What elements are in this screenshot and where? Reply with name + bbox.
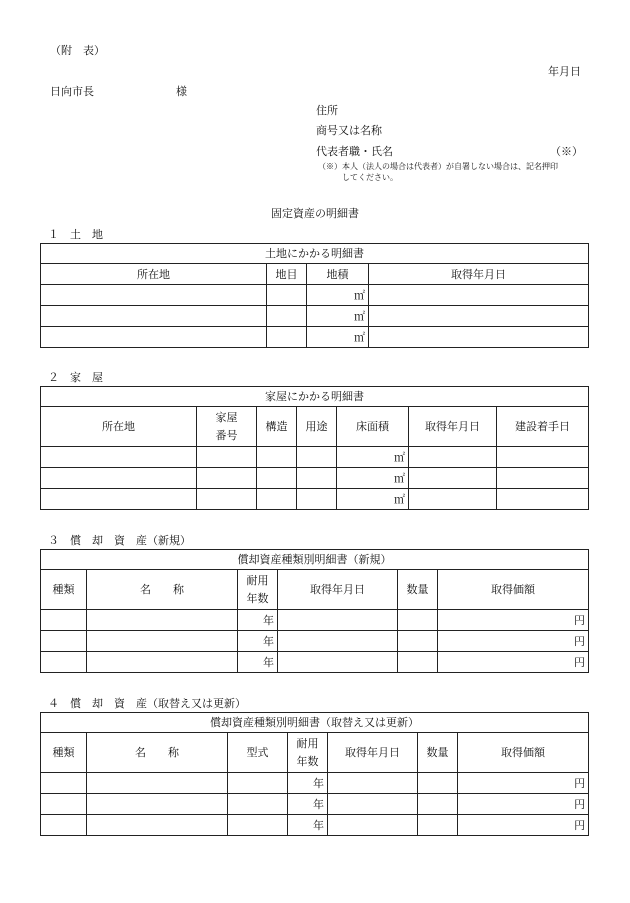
dr-cell[interactable]: [418, 815, 458, 836]
house-cell[interactable]: [497, 447, 589, 468]
year-unit: 年: [263, 634, 274, 648]
depreciable-replace-table: [40, 712, 589, 836]
house-cell-floor-area[interactable]: [337, 447, 409, 468]
dn-cell[interactable]: [398, 610, 438, 631]
dn-cell[interactable]: [398, 631, 438, 652]
house-cell[interactable]: [409, 468, 497, 489]
land-table: [40, 243, 589, 348]
dr-cell[interactable]: [228, 815, 288, 836]
year-unit: 年: [313, 776, 324, 790]
dn-header-life-l1: 耐用: [246, 573, 269, 587]
dr-cell-life[interactable]: [288, 794, 328, 815]
land-section-title: １ 土 地: [48, 228, 103, 241]
house-cell[interactable]: [41, 489, 197, 510]
land-cell-location[interactable]: [41, 306, 267, 327]
table-row: [41, 285, 589, 306]
house-cell-floor-area[interactable]: [337, 468, 409, 489]
house-header-number-l2: 番号: [215, 428, 238, 442]
table-row: [41, 610, 589, 631]
dr-header-life-l2: 年数: [296, 754, 319, 768]
house-header-structure: 構造: [257, 407, 297, 447]
house-cell[interactable]: [257, 468, 297, 489]
area-unit: ㎡: [394, 492, 405, 506]
land-cell-area[interactable]: [307, 285, 369, 306]
table-row: [41, 468, 589, 489]
house-header-floor-area: 床面積: [337, 407, 409, 447]
land-cell-category[interactable]: [267, 306, 307, 327]
trade-name-label: 商号又は名称: [316, 124, 382, 137]
dn-cell[interactable]: [278, 610, 398, 631]
house-table: [40, 386, 589, 510]
year-unit: 年: [263, 655, 274, 669]
dn-header-price: 取得価額: [438, 570, 589, 610]
land-header-category: 地目: [267, 264, 307, 285]
dr-cell-life[interactable]: [288, 773, 328, 794]
depreciable-replace-table-title: 償却資産種類別明細書（取替え又は更新）: [41, 713, 589, 733]
dn-cell-price[interactable]: [438, 610, 589, 631]
dn-header-life: [238, 570, 278, 610]
house-cell[interactable]: [297, 447, 337, 468]
dn-cell-price[interactable]: [438, 631, 589, 652]
dn-cell-life[interactable]: [238, 610, 278, 631]
dr-header-life: [288, 733, 328, 773]
land-cell-area[interactable]: [307, 327, 369, 348]
dr-cell[interactable]: [41, 815, 87, 836]
dr-header-price: 取得価額: [458, 733, 589, 773]
land-header-area: 地積: [307, 264, 369, 285]
depreciable-new-table-title: 償却資産種類別明細書（新規）: [41, 550, 589, 570]
house-cell[interactable]: [257, 447, 297, 468]
house-cell[interactable]: [497, 489, 589, 510]
house-cell[interactable]: [297, 468, 337, 489]
addressee: 日向市長: [50, 85, 94, 98]
annex-label: （附 表）: [50, 44, 105, 57]
year-unit: 年: [313, 818, 324, 832]
dn-cell[interactable]: [398, 652, 438, 673]
dr-cell-price[interactable]: [458, 815, 589, 836]
dn-header-life-l2: 年数: [246, 591, 269, 605]
area-unit: ㎡: [354, 288, 365, 302]
house-cell[interactable]: [297, 489, 337, 510]
honorific: 様: [176, 85, 187, 98]
house-cell-floor-area[interactable]: [337, 489, 409, 510]
table-row: [41, 631, 589, 652]
signature-note: [318, 161, 558, 183]
house-cell[interactable]: [197, 447, 257, 468]
dr-cell[interactable]: [41, 794, 87, 815]
dr-header-acquired: 取得年月日: [328, 733, 418, 773]
dr-cell[interactable]: [87, 794, 228, 815]
dr-cell[interactable]: [87, 773, 228, 794]
dr-cell[interactable]: [328, 773, 418, 794]
house-header-use: 用途: [297, 407, 337, 447]
year-unit: 年: [263, 613, 274, 627]
area-unit: ㎡: [354, 309, 365, 323]
area-unit: ㎡: [394, 471, 405, 485]
table-row: [41, 652, 589, 673]
table-row: [41, 773, 589, 794]
land-header-location: 所在地: [41, 264, 267, 285]
table-row: [41, 306, 589, 327]
yen-unit: 円: [574, 655, 586, 669]
table-row: [41, 794, 589, 815]
house-cell[interactable]: [409, 489, 497, 510]
dr-cell[interactable]: [418, 794, 458, 815]
dr-header-quantity: 数量: [418, 733, 458, 773]
yen-unit: 円: [574, 818, 586, 832]
document-title: 固定資産の明細書: [271, 207, 359, 220]
depreciable-new-section-title: ３ 償 却 資 産（新規）: [48, 534, 191, 547]
dn-cell[interactable]: [87, 652, 238, 673]
house-cell[interactable]: [41, 468, 197, 489]
signature-note-line2: してください。: [342, 173, 398, 182]
house-table-title: 家屋にかかる明細書: [41, 387, 589, 407]
dr-cell[interactable]: [228, 773, 288, 794]
dn-cell-life[interactable]: [238, 652, 278, 673]
dr-header-type: 種類: [41, 733, 87, 773]
yen-unit: 円: [574, 613, 586, 627]
dr-cell[interactable]: [87, 815, 228, 836]
house-header-number-l1: 家屋: [215, 410, 238, 424]
table-row: [41, 489, 589, 510]
area-unit: ㎡: [354, 330, 365, 344]
land-cell-category[interactable]: [267, 285, 307, 306]
dn-cell-price[interactable]: [438, 652, 589, 673]
dn-cell[interactable]: [87, 610, 238, 631]
dn-cell[interactable]: [278, 631, 398, 652]
dn-header-quantity: 数量: [398, 570, 438, 610]
date-label: 年月日: [548, 65, 581, 78]
representative-label: 代表者職・氏名: [316, 145, 393, 158]
house-header-acquired: 取得年月日: [409, 407, 497, 447]
land-cell-category[interactable]: [267, 327, 307, 348]
dr-cell-price[interactable]: [458, 794, 589, 815]
dn-header-name: 名 称: [87, 570, 238, 610]
signature-mark: （※）: [550, 145, 583, 158]
table-row: [41, 327, 589, 348]
dr-cell[interactable]: [228, 794, 288, 815]
land-table-title: 土地にかかる明細書: [41, 244, 589, 264]
land-header-acquired: 取得年月日: [369, 264, 589, 285]
dr-header-life-l1: 耐用: [296, 736, 319, 750]
land-cell-acquired[interactable]: [369, 285, 589, 306]
depreciable-replace-section-title: ４ 償 却 資 産（取替え又は更新）: [48, 697, 246, 710]
dr-header-model: 型式: [228, 733, 288, 773]
dn-cell[interactable]: [87, 631, 238, 652]
table-row: [41, 447, 589, 468]
house-cell[interactable]: [197, 468, 257, 489]
dn-cell-life[interactable]: [238, 631, 278, 652]
house-cell[interactable]: [497, 468, 589, 489]
house-header-number: [197, 407, 257, 447]
dn-cell[interactable]: [278, 652, 398, 673]
address-label: 住所: [316, 104, 338, 117]
dr-header-name: 名 称: [87, 733, 228, 773]
land-cell-acquired[interactable]: [369, 306, 589, 327]
house-header-location: 所在地: [41, 407, 197, 447]
dn-cell[interactable]: [41, 631, 87, 652]
house-cell[interactable]: [257, 489, 297, 510]
depreciable-new-table: [40, 549, 589, 673]
dn-cell[interactable]: [41, 610, 87, 631]
year-unit: 年: [313, 797, 324, 811]
dn-header-type: 種類: [41, 570, 87, 610]
dr-cell[interactable]: [328, 794, 418, 815]
dr-cell[interactable]: [418, 773, 458, 794]
area-unit: ㎡: [394, 450, 405, 464]
land-cell-acquired[interactable]: [369, 327, 589, 348]
dn-cell[interactable]: [41, 652, 87, 673]
table-row: [41, 815, 589, 836]
dr-cell-life[interactable]: [288, 815, 328, 836]
house-header-construction: 建設着手日: [497, 407, 589, 447]
land-cell-location[interactable]: [41, 285, 267, 306]
dr-cell[interactable]: [41, 773, 87, 794]
house-cell[interactable]: [409, 447, 497, 468]
yen-unit: 円: [574, 776, 586, 790]
house-section-title: ２ 家 屋: [48, 371, 103, 384]
dn-header-acquired: 取得年月日: [278, 570, 398, 610]
yen-unit: 円: [574, 634, 586, 648]
house-cell[interactable]: [197, 489, 257, 510]
house-cell[interactable]: [41, 447, 197, 468]
yen-unit: 円: [574, 797, 586, 811]
signature-note-line1: （※）本人（法人の場合は代表者）が自署しない場合は、記名押印: [318, 162, 558, 171]
land-cell-area[interactable]: [307, 306, 369, 327]
dr-cell-price[interactable]: [458, 773, 589, 794]
land-cell-location[interactable]: [41, 327, 267, 348]
dr-cell[interactable]: [328, 815, 418, 836]
